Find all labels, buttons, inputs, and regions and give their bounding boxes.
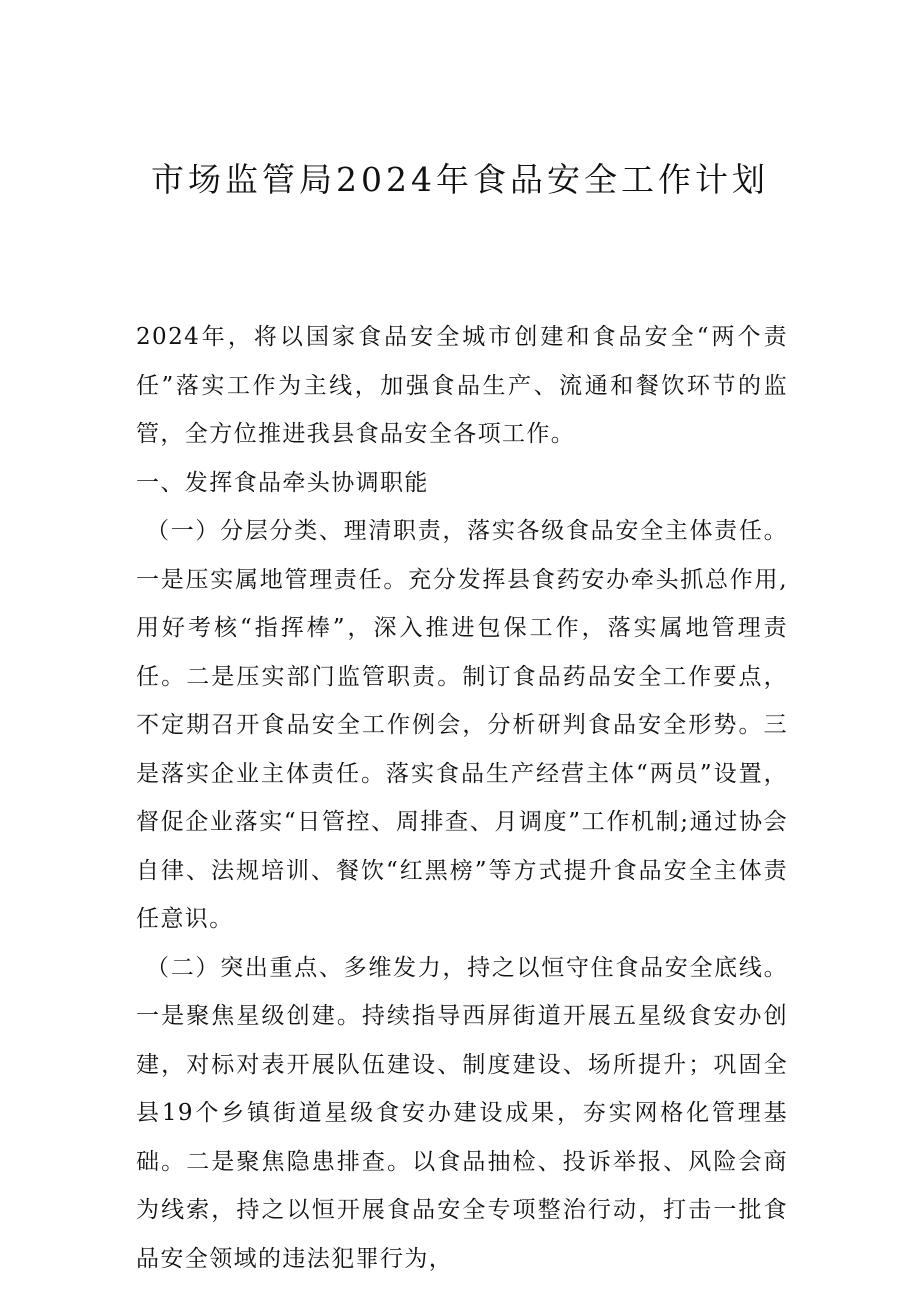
section-heading: 一、发挥食品牵头协调职能 — [136, 469, 429, 496]
document-title: 市场监管局2024年食品安全工作计划 — [151, 160, 769, 199]
document-body — [136, 313, 788, 1283]
subsection-paragraph-2: （二）突出重点、多维发力，持之以恒守住食品安全底线。一是聚焦星级创建。持续指导西屏街道开展五星级食安办创建，对标对表开展队伍建设、制度建设、场所提升；巩固全县19个乡镇街道星级食安办建设成果，夯实网格化管理基础。二是聚焦隐患排查。以食品抽检、投诉举报、风险会商为线索，持之以恒开展食品安全专项整治行动，打击一批食品安全领域的违法犯罪行为， — [136, 954, 788, 1272]
intro-paragraph: 2024年，将以国家食品安全城市创建和食品安全“两个责任”落实工作为主线，加强食品生产、流通和餐饮环节的监管，全方位推进我县食品安全各项工作。 — [136, 324, 788, 447]
subsection-paragraph-1: （一）分层分类、理清职责，落实各级食品安全主体责任。一是压实属地管理责任。充分发挥县食药安办牵头抓总作用,用好考核“指挥棒”，深入推进包保工作，落实属地管理责任。二是压实部门监管职责。制订食品药品安全工作要点，不定期召开食品安全工作例会，分析研判食品安全形势。三是落实企业主体责任。落实食品生产经营主体“两员”设置，督促企业落实“日管控、周排查、月调度”工作机制;通过协会自律、法规培训、餐饮“红黑榜”等方式提升食品安全主体责任意识。 — [136, 518, 788, 932]
